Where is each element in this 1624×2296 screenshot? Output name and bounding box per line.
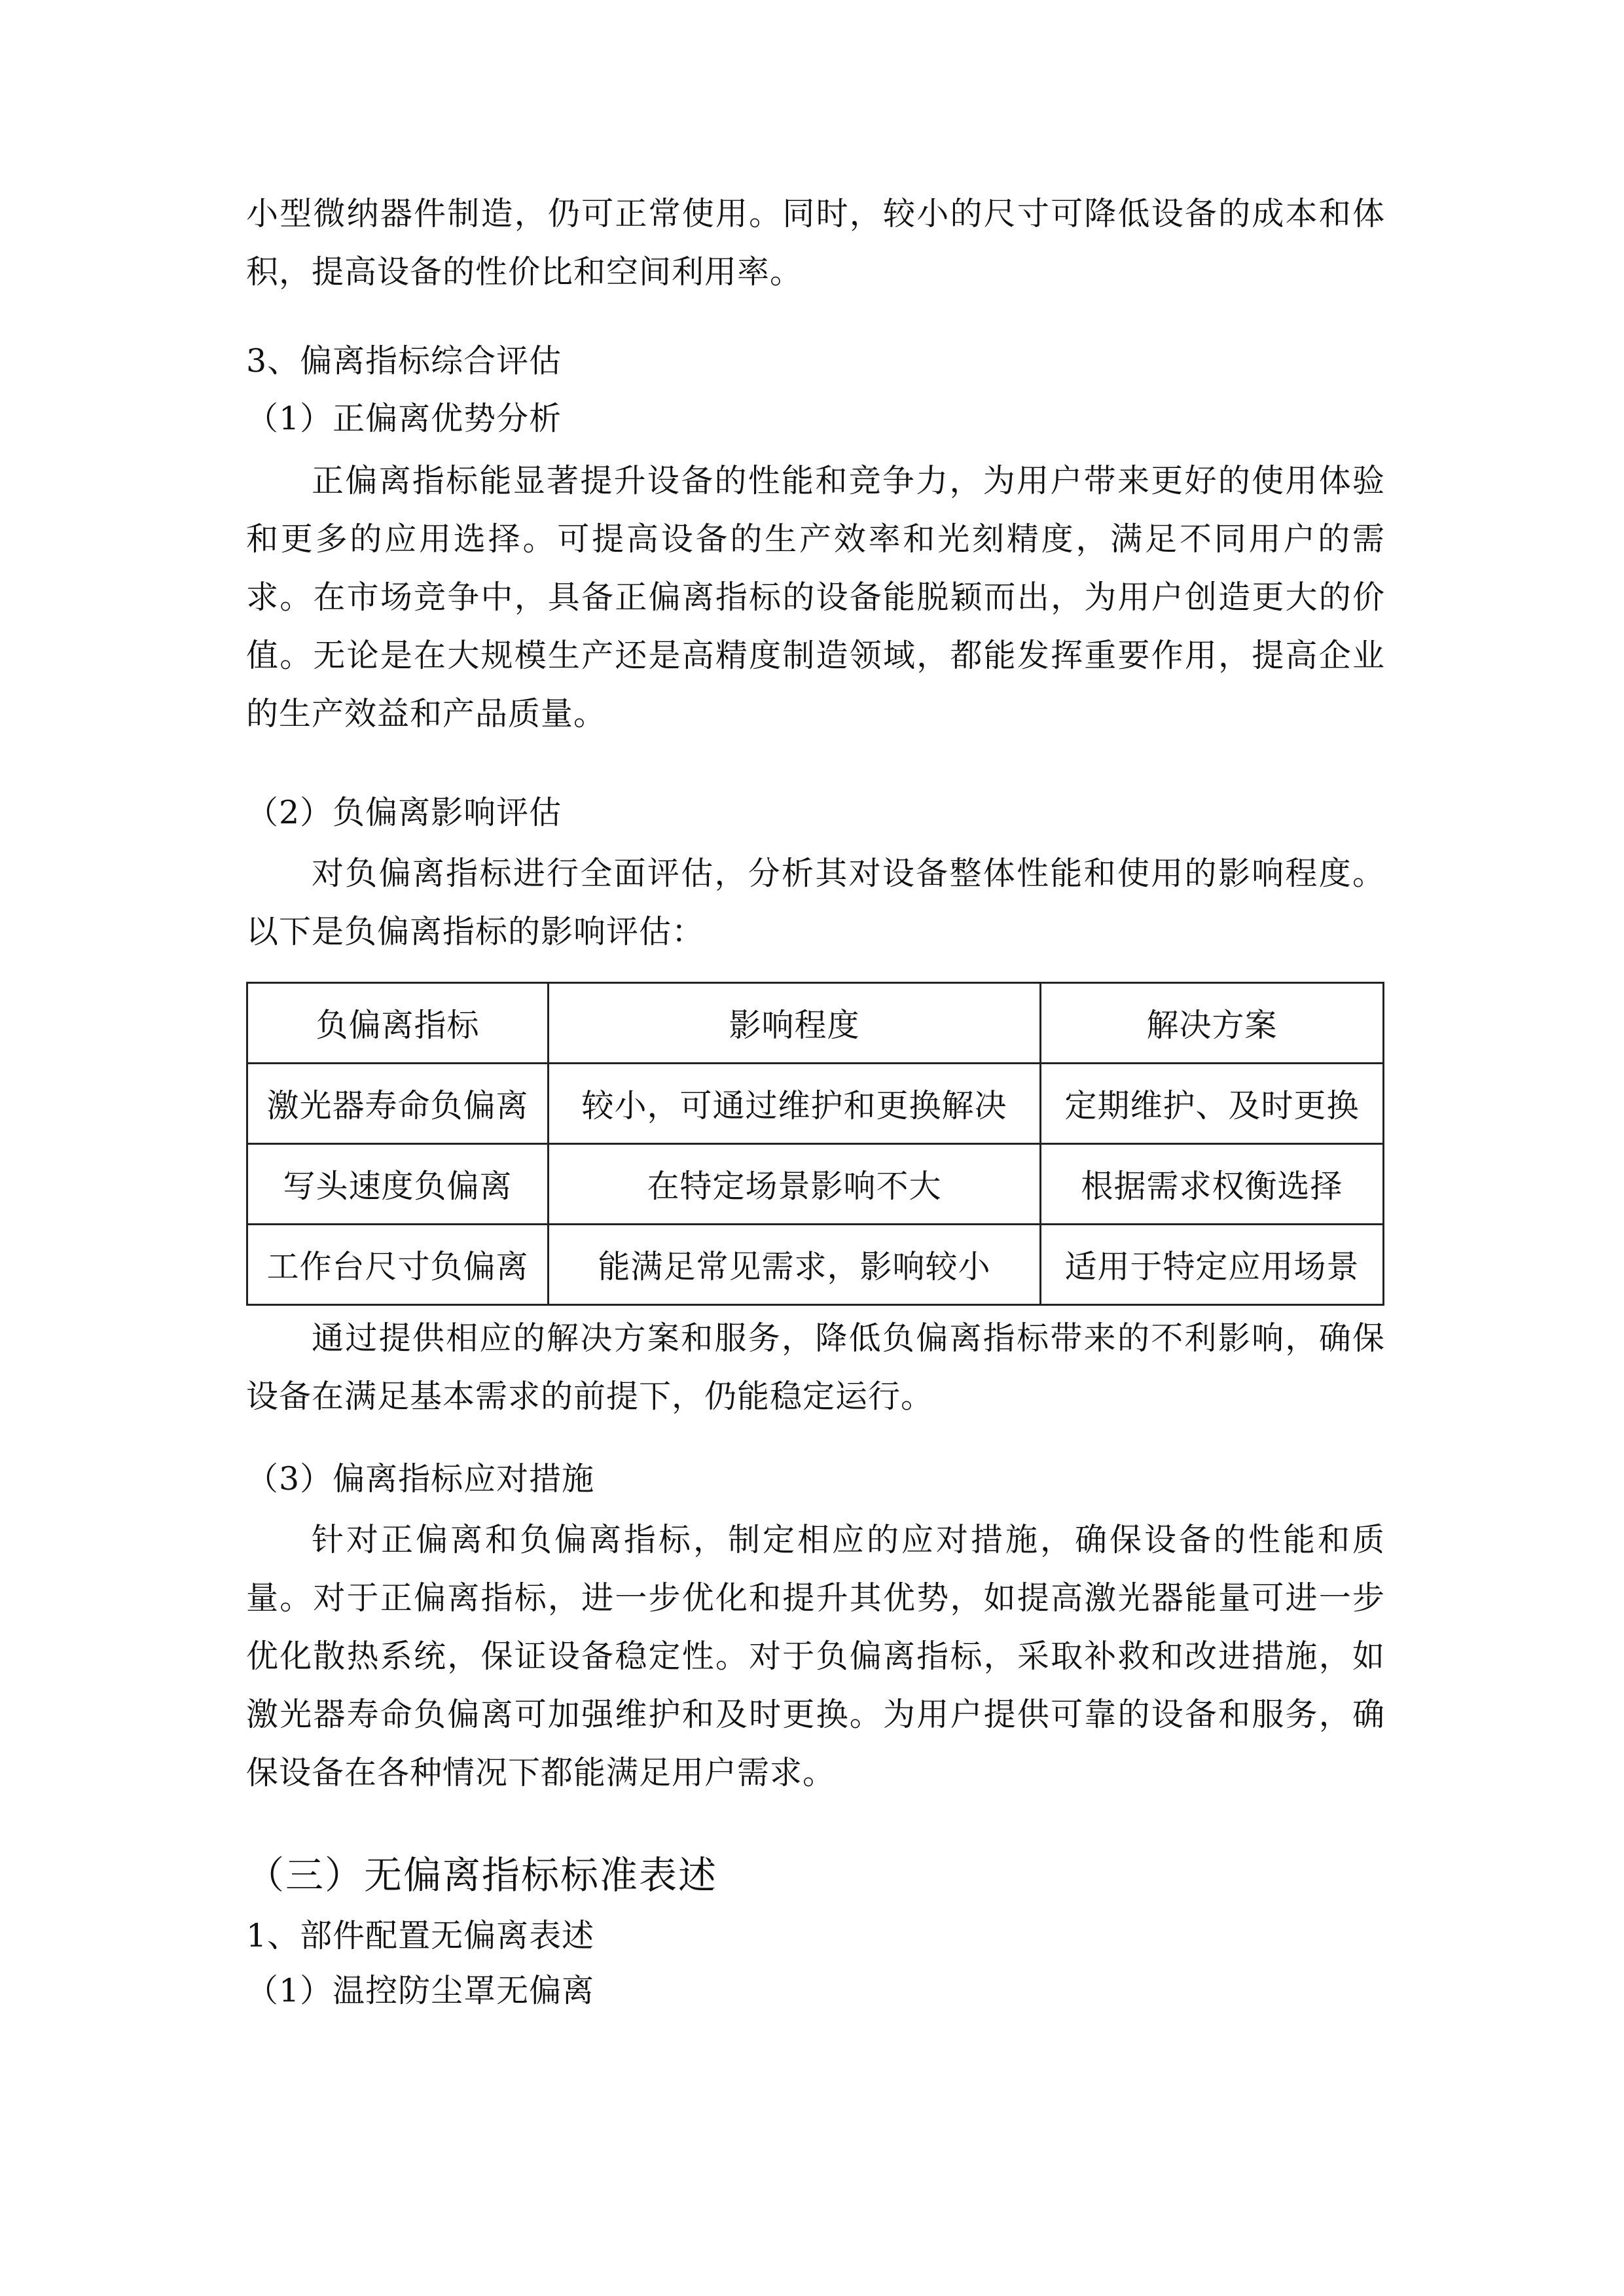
table-cell: 适用于特定应用场景 <box>1041 1225 1384 1305</box>
sub2-title: （2）负偏离影响评估 <box>246 794 562 831</box>
sub1-title-b: （1）温控防尘罩无偏离 <box>246 1972 595 2009</box>
table-cell: 能满足常见需求，影响较小 <box>549 1225 1041 1305</box>
table-header-row <box>247 983 1384 1064</box>
table-row <box>247 1225 1384 1305</box>
table-cell: 写头速度负偏离 <box>247 1144 549 1225</box>
table-cell: 定期维护、及时更换 <box>1041 1064 1384 1144</box>
table-row <box>247 1144 1384 1225</box>
sub3-title: （3）偏离指标应对措施 <box>246 1460 595 1498</box>
after-table-paragraph: 通过提供相应的解决方案和服务，降低负偏离指标带来的不利影响，确保设备在满足基本需求的前提下，仍能稳定运行。 <box>246 1319 1385 1415</box>
table-cell: 激光器寿命负偏离 <box>247 1064 549 1144</box>
sub3-paragraph: 针对正偏离和负偏离指标，制定相应的应对措施，确保设备的性能和质量。对于正偏离指标，进一步优化和提升其优势，如提高激光器能量可进一步优化散热系统，保证设备稳定性。对于负偏离指标，采取补救和改进措施，如激光器寿命负偏离可加强维护和及时更换。为用户提供可靠的设备和服务，确保设备在各种情况下都能满足用户需求。 <box>246 1521 1385 1791</box>
table-header-cell: 解决方案 <box>1041 983 1384 1064</box>
table-cell: 工作台尺寸负偏离 <box>247 1225 549 1305</box>
table-cell: 较小，可通过维护和更换解决 <box>549 1064 1041 1144</box>
table-row <box>247 1064 1384 1144</box>
deviation-table <box>246 982 1384 1306</box>
chapter-heading: （三）无偏离指标标准表述 <box>246 1853 718 1897</box>
section3-title: 3、偏离指标综合评估 <box>246 342 562 380</box>
table-header-cell: 影响程度 <box>549 983 1041 1064</box>
table-cell: 根据需求权衡选择 <box>1041 1144 1384 1225</box>
sub2-paragraph: 对负偏离指标进行全面评估，分析其对设备整体性能和使用的影响程度。以下是负偏离指标的影响评估： <box>246 855 1385 950</box>
table-cell: 在特定场景影响不大 <box>549 1144 1041 1225</box>
sub1-paragraph: 正偏离指标能显著提升设备的性能和竞争力，为用户带来更好的使用体验和更多的应用选择。可提高设备的生产效率和光刻精度，满足不同用户的需求。在市场竞争中，具备正偏离指标的设备能脱颖而出，为用户创造更大的价值。无论是在大规模生产还是高精度制造领域，都能发挥重要作用，提高企业的生产效益和产品质量。 <box>246 462 1385 732</box>
table-header-cell: 负偏离指标 <box>247 983 549 1064</box>
intro-paragraph: 小型微纳器件制造，仍可正常使用。同时，较小的尺寸可降低设备的成本和体积，提高设备的性价比和空间利用率。 <box>246 195 1385 291</box>
sub1-title: （1）正偏离优势分析 <box>246 400 562 437</box>
section1-title: 1、部件配置无偏离表述 <box>246 1917 595 1954</box>
